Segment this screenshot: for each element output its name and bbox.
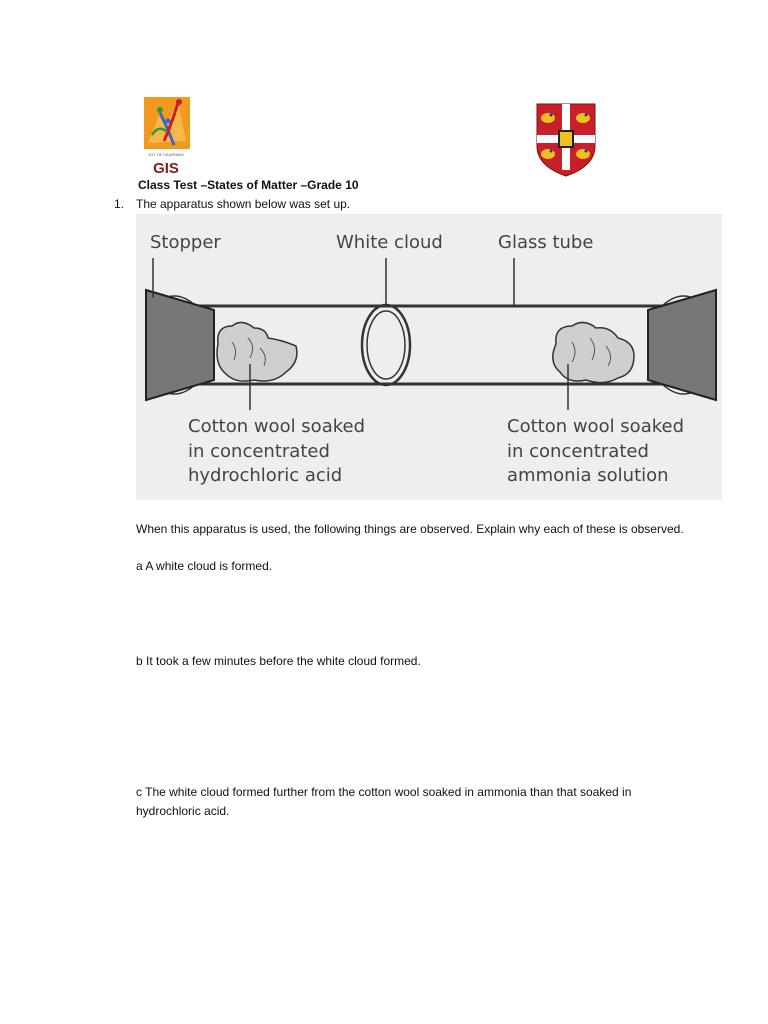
white-cloud-ring	[362, 305, 410, 385]
question-intro: The apparatus shown below was set up.	[136, 197, 351, 211]
cambridge-crest	[535, 102, 597, 178]
label-right-wool-line3: ammonia solution	[507, 465, 669, 486]
test-title: Class Test –States of Matter –Grade 10	[138, 178, 359, 192]
label-stopper: Stopper	[150, 232, 221, 253]
right-stopper	[648, 290, 716, 400]
label-left-wool-line1: Cotton wool soaked	[188, 416, 366, 437]
label-right-wool-line2: in concentrated	[507, 441, 649, 462]
question-part-c: c The white cloud formed further from the cotton wool soaked in ammonia than that soaked in hydrochloric acid.	[136, 785, 632, 818]
school-logo	[138, 95, 194, 179]
label-white-cloud: White cloud	[336, 232, 443, 253]
instructions: When this apparatus is used, the following things are observed. Explain why each of these is observed.	[136, 522, 684, 536]
label-right-wool-line1: Cotton wool soaked	[507, 416, 685, 437]
left-stopper	[146, 290, 214, 400]
question-part-b: b It took a few minutes before the white cloud formed.	[136, 654, 421, 668]
apparatus-figure	[136, 214, 722, 500]
left-cotton-wool	[217, 322, 297, 381]
right-cotton-wool	[553, 322, 634, 382]
label-left-wool-line3: hydrochloric acid	[188, 465, 343, 486]
logo-text: GIS	[153, 160, 179, 177]
logo-tagline: JOY OF LEARNING	[148, 152, 184, 157]
label-left-wool-line2: in concentrated	[188, 441, 330, 462]
label-glass-tube: Glass tube	[498, 232, 594, 253]
question-number: 1.	[114, 197, 125, 211]
question-part-a: a A white cloud is formed.	[136, 559, 273, 573]
